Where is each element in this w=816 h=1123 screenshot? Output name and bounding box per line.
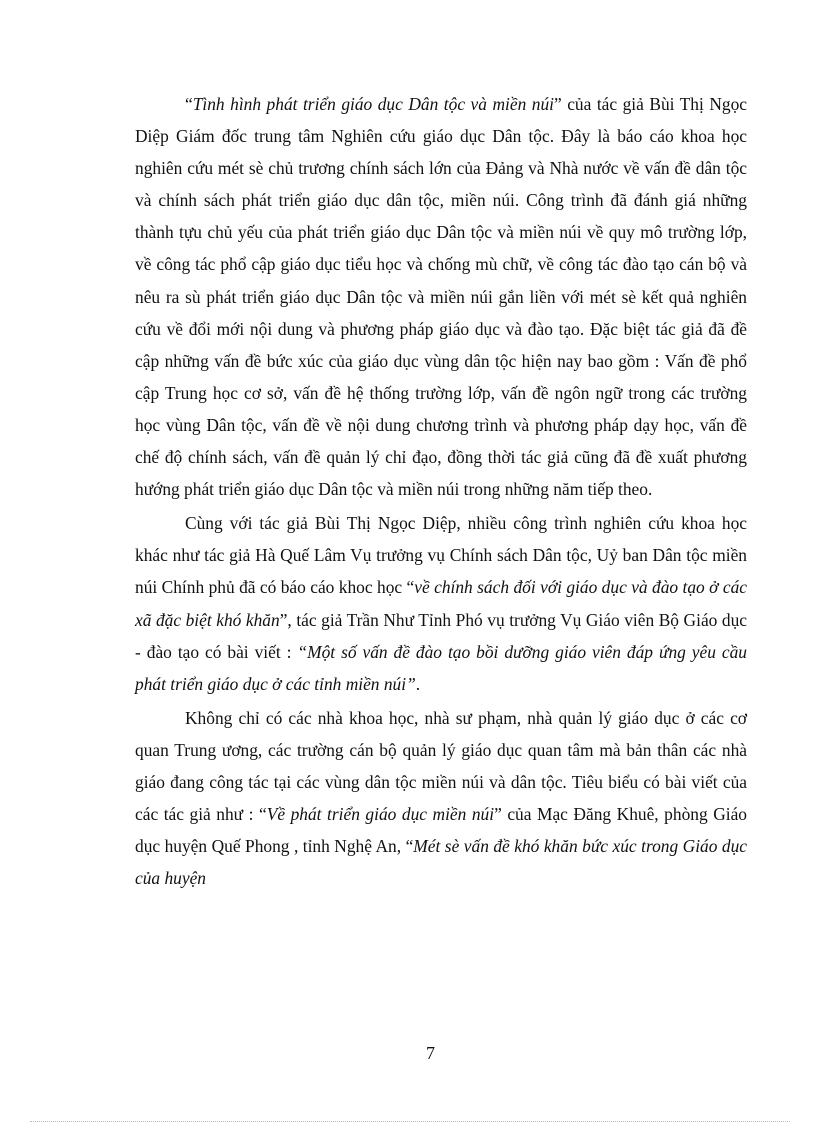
text-run: Không chỉ có các nhà khoa học, nhà sư phạm, nhà quản lý giáo dục ở các cơ quan Trung ương, các trường cán bộ quản lý giáo dục quan tâm mà bản thân các nhà giáo đang công tác tại các vùng dân tộc miền núi và dân tộc. Tiêu biểu có bài viết của các tác giả như : “: [135, 707, 747, 825]
text-run-italic: Tình hình phát triển giáo dục Dân tộc và miền núi: [192, 94, 554, 114]
text-run: ”, tác giả Trần Như Tỉnh Phó vụ trưởng Vụ Giáo viên Bộ Giáo dục - đào tạo có bài viết :: [135, 609, 748, 662]
text-run-italic: Về phát triển giáo dục miền núi: [266, 804, 495, 825]
text-run: ” của tác giả Bùi Thị Ngọc Diệp Giám đốc trung tâm Nghiên cứu giáo dục Dân tộc. Đây là báo cáo khoa học nghiên cứu mét sè chủ trương chính sách lớn của Đảng và Nhà nước về vấn đề dân tộc và chính sách phát triển giáo dục dân tộc, miền núi. Công trình đã đánh giá những thành tựu chủ yếu của phát triển giáo dục Dân tộc và miền núi về quy mô trường lớp, về công tác phổ cập giáo dục tiểu học và chống mù chữ, về công tác đào tạo cán bộ và nêu ra sù phát triển giáo dục Dân tộc và miền núi gắn liền với mét sè kết quả nghiên cứu về đổi mới nội dung và phương pháp giáo dục và đào tạo. Đặc biệt tác giả đã đề cập những vấn đề bức xúc của giáo dục vùng dân tộc hiện nay bao gồm : Vấn đề phổ cập Trung học cơ sở, vấn đề hệ thống trường lớp, vấn đề ngôn ngữ trong các trường học vùng Dân tộc, vấn đề về nội dung chương trình và phương pháp dạy học, vấn đề chế độ chính sách, vấn đề quản lý chỉ đạo, đồng thời tác giả cũng đã đề xuất phương hướng phát triển giáo dục Dân tộc và miền núi trong những năm tiếp theo.: [135, 94, 747, 500]
paragraph-2: [135, 507, 747, 700]
text-run: ” của Mạc Đăng Khuê, phòng Giáo dục huyện Quế Phong , tỉnh Nghệ An, “: [135, 804, 747, 857]
paragraph-1: [135, 88, 747, 505]
page-number: 7: [426, 1043, 435, 1063]
paragraph-3: [135, 702, 747, 895]
text-run: .: [415, 673, 421, 694]
text-run: Cùng với tác giả Bùi Thị Ngọc Diệp, nhiều công trình nghiên cứu khoa học khác như tác giả Hà Quế Lâm Vụ trưởng vụ Chính sách Dân tộc, Uỷ ban Dân tộc miền núi Chính phủ đã có báo cáo khoc học “: [135, 513, 747, 598]
text-run: “: [185, 94, 193, 114]
text-run-italic: Mét sè vấn đề khó khăn bức xúc trong Giáo dục của huyện: [135, 836, 747, 889]
text-run-italic: “Một số vấn đề đào tạo bồi dưỡng giáo viên đáp ứng yêu cầu phát triển giáo dục ở các tỉnh miền núi”: [135, 641, 747, 694]
body-text: [135, 88, 747, 894]
text-run-italic: về chính sách đối với giáo dục và đào tạo ở các xã đặc biệt khó khăn: [135, 577, 747, 630]
page-bottom-divider: [30, 1121, 790, 1122]
